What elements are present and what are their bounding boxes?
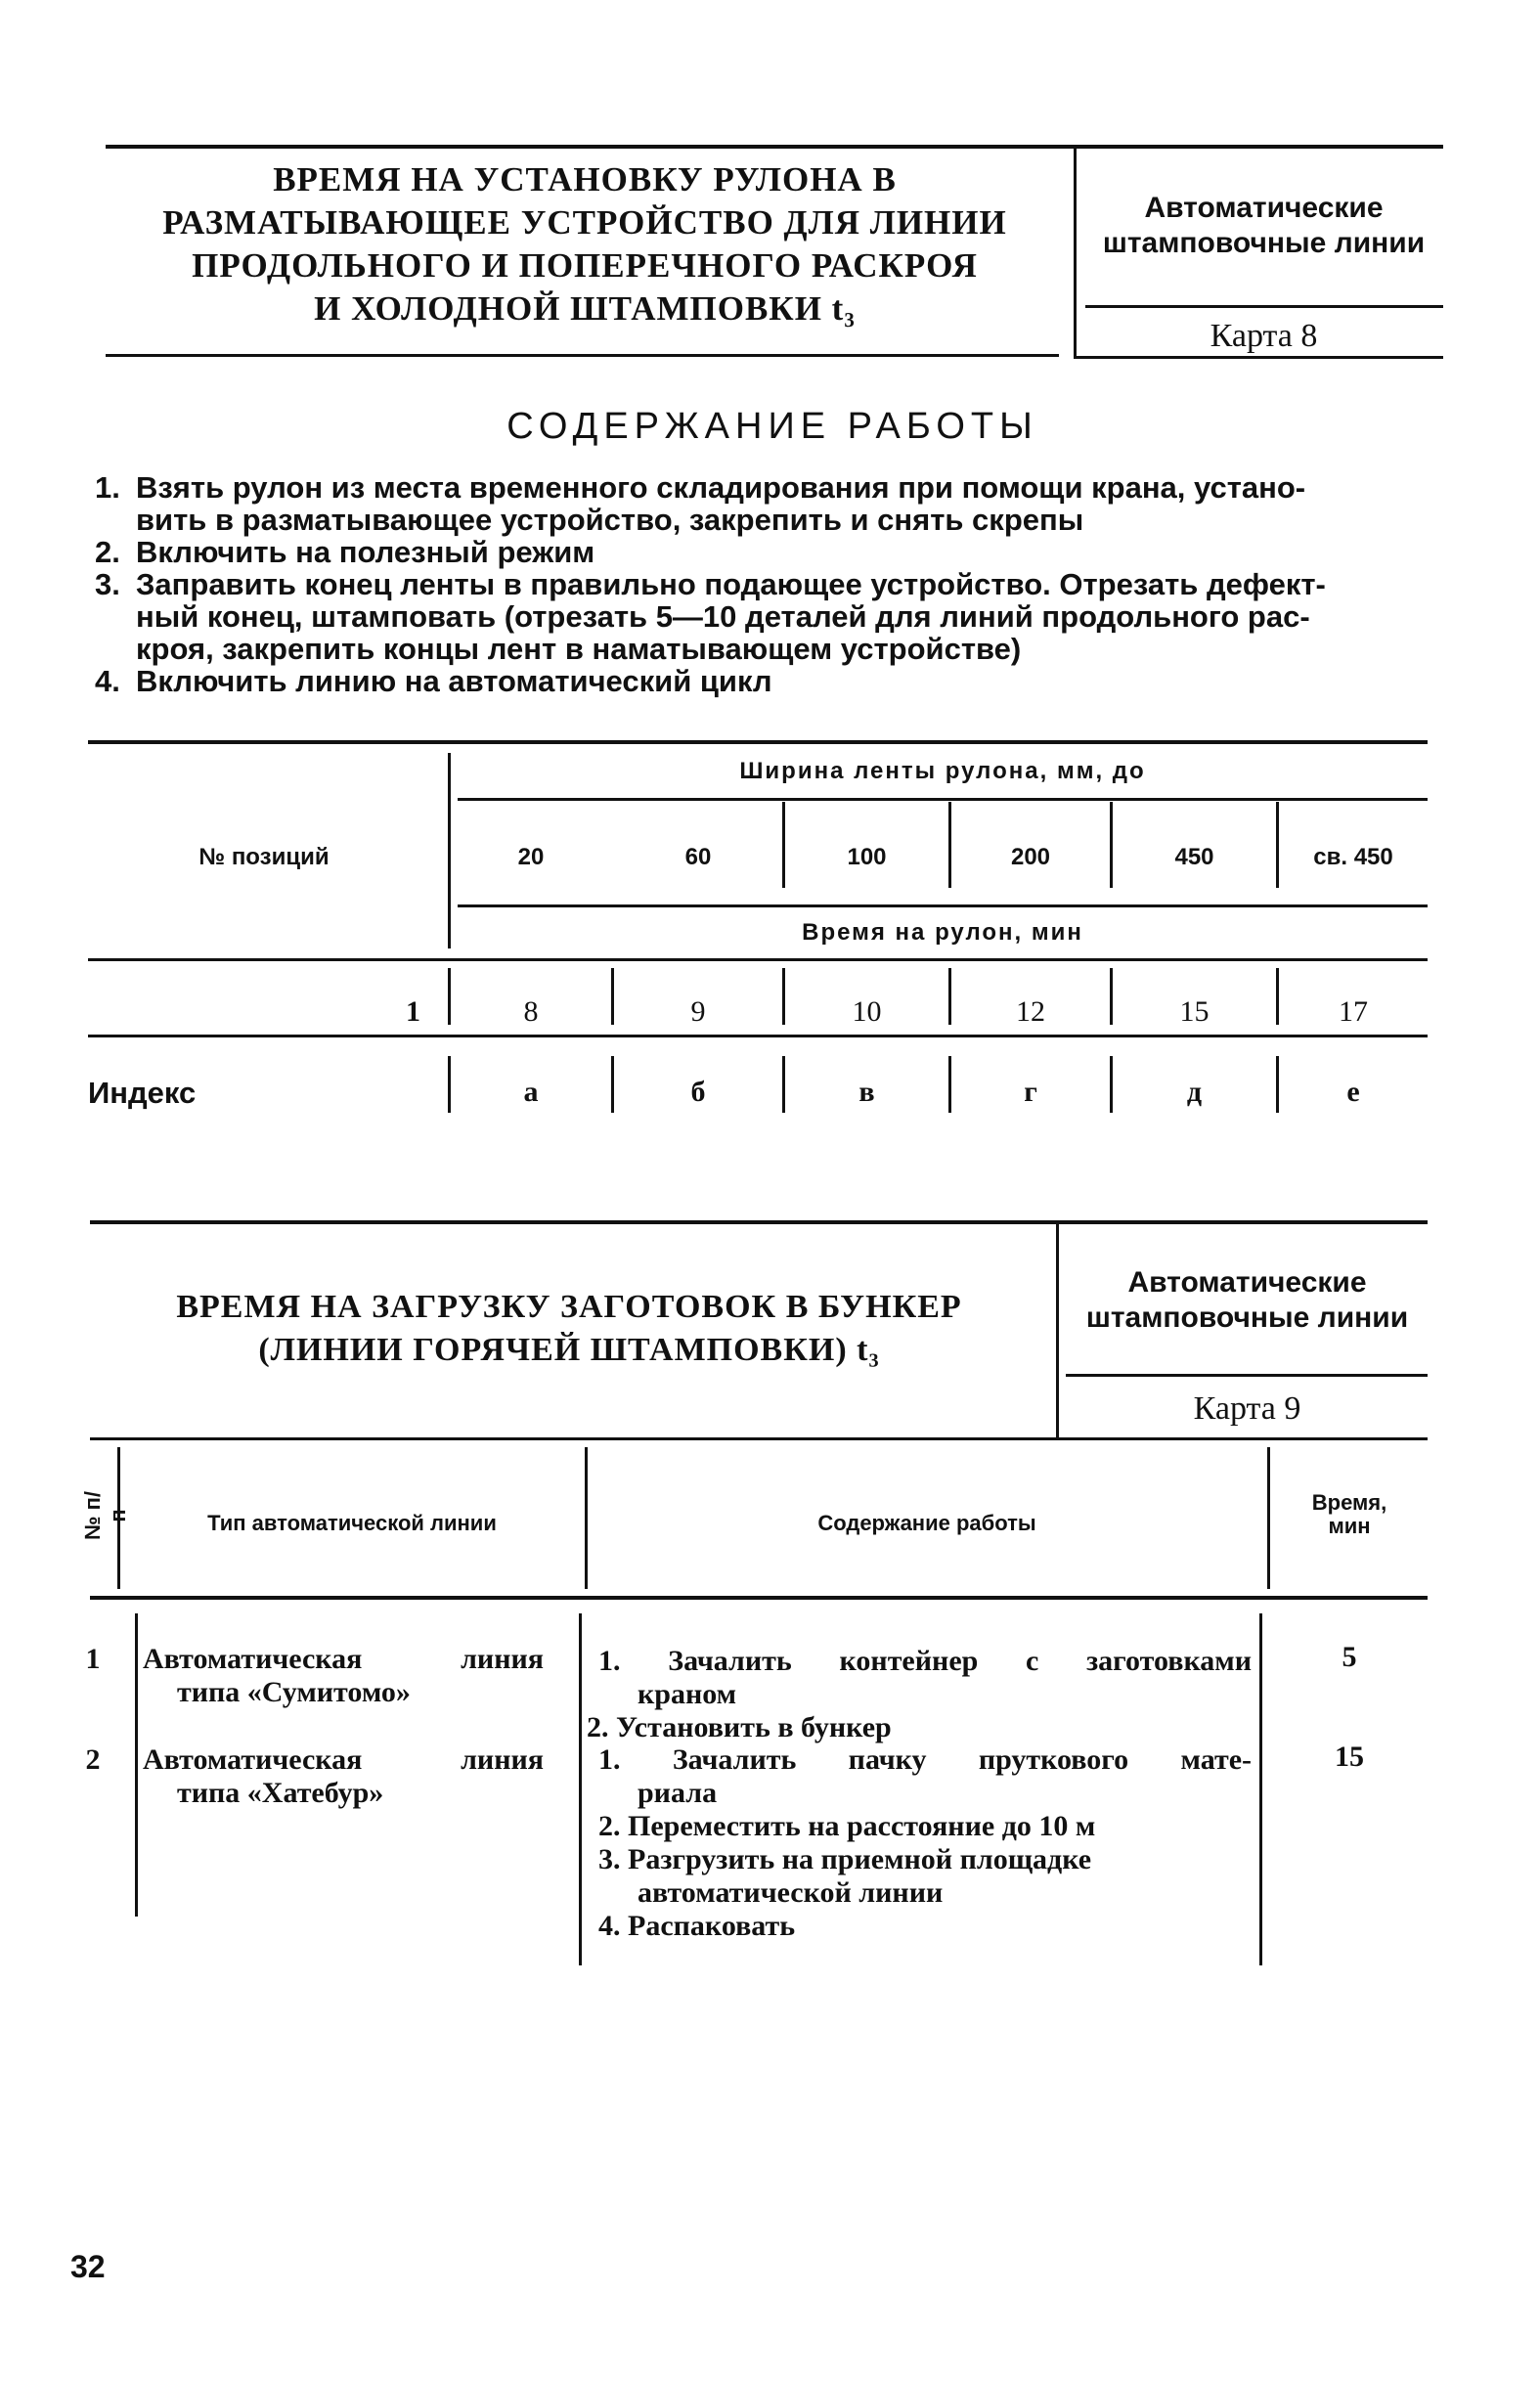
time-value: 9 [690, 995, 706, 1028]
row-type [143, 1643, 544, 1709]
width-value: 100 [847, 844, 887, 870]
page-number: 32 [70, 2249, 106, 2284]
card9-title-line: ВРЕМЯ НА ЗАГРУЗКУ ЗАГОТОВОК В БУНКЕР [176, 1289, 962, 1325]
work-item-line: Включить на полезный режим [136, 535, 595, 569]
card9-category-line: штамповочные линии [1085, 1301, 1409, 1334]
col-time-header-line: мин [1328, 1514, 1371, 1538]
card9-header-bottom-rule [90, 1437, 1428, 1440]
width-value: св. 450 [1313, 844, 1393, 870]
card8-title-line: И ХОЛОДНОЙ ШТАМПОВКИ t₃ [314, 289, 856, 328]
card8-card-rule [1074, 356, 1443, 359]
card9-category [1064, 1265, 1430, 1336]
table8-top-rule [88, 740, 1428, 744]
index-value: е [1346, 1076, 1360, 1108]
index-value: а [523, 1076, 539, 1108]
width-header: Ширина ленты рулона, мм, до [739, 758, 1146, 784]
work-item-line: Взять рулон из места временного складирования при помощи крана, устано- [136, 470, 1306, 505]
work-item-number: 2. [95, 535, 120, 569]
col-content-header: Содержание работы [817, 1511, 1036, 1535]
row-content-line: 1. Зачалить пачку пруткового мате- [598, 1743, 1252, 1776]
col-type-header: Тип автоматической линии [207, 1511, 497, 1535]
col-time-header-line: Время, [1311, 1490, 1387, 1515]
table8-header-bottom-rule [88, 958, 1428, 961]
work-item-line: Заправить конец ленты в правильно подающее устройство. Отрезать дефект- [136, 567, 1326, 601]
card9-title [90, 1286, 1048, 1372]
card9-header-divider [1056, 1224, 1059, 1439]
time-value: 15 [1179, 995, 1210, 1028]
row-type-line: типа «Хатебур» [177, 1777, 384, 1809]
work-item-number: 1. [95, 470, 120, 505]
row-type-line: Автоматическая линия [143, 1743, 544, 1776]
row-content-line: автоматической линии [638, 1876, 944, 1909]
work-item-number: 4. [95, 664, 120, 698]
row-content-line: краном [638, 1678, 737, 1710]
card8-category [1080, 191, 1447, 261]
table8-time-rule [458, 904, 1428, 907]
work-item [95, 665, 1444, 697]
row-content [587, 1645, 1252, 1744]
work-item-line: вить в разматывающее устройство, закрепить и снять скрепы [136, 503, 1084, 537]
work-item [95, 471, 1444, 536]
index-value: д [1186, 1076, 1203, 1108]
card8-title-bottom-rule [106, 354, 1059, 357]
table9-col-sep [1267, 1447, 1270, 1589]
row-content-line: 2. Установить в бункер [587, 1711, 892, 1743]
row-content-line: 4. Распаковать [598, 1910, 796, 1942]
row-content-line: 3. Разгрузить на приемной площадке [598, 1843, 1092, 1875]
position-header: № позиций [198, 844, 330, 870]
time-header: Время на рулон, мин [802, 919, 1083, 946]
row-content-line: риала [638, 1777, 718, 1809]
col-time-header [1271, 1491, 1428, 1538]
index-label: Индекс [88, 1076, 197, 1110]
card8-category-line: Автоматические [1144, 192, 1384, 224]
row-type-line: типа «Сумитомо» [177, 1676, 411, 1708]
work-item [95, 536, 1444, 568]
row-content-line: 1. Зачалить контейнер с заготовками [598, 1645, 1252, 1677]
row-content-line: 2. Переместить на расстояние до 10 м [598, 1810, 1096, 1842]
row-number: 1 [85, 1643, 101, 1675]
card8-category-line: штамповочные линии [1102, 227, 1426, 259]
row-content [587, 1743, 1252, 1943]
card8-title-line: РАЗМАТЫВАЮЩЕЕ УСТРОЙСТВО ДЛЯ ЛИНИИ [162, 203, 1007, 242]
work-item-line: Включить линию на автоматический цикл [136, 664, 772, 698]
time-value: 10 [852, 995, 882, 1028]
work-item-text [136, 471, 1444, 536]
card9-top-rule [90, 1220, 1428, 1224]
card8-title-line: ПРОДОЛЬНОГО И ПОПЕРЕЧНОГО РАСКРОЯ [192, 246, 978, 285]
time-value: 8 [523, 995, 539, 1028]
row-position: 1 [406, 995, 420, 1028]
table8-width-rule [458, 798, 1428, 801]
col-num-header: № п/п [80, 1490, 130, 1541]
row-type-line: Автоматическая линия [143, 1643, 544, 1675]
width-value: 60 [684, 844, 712, 870]
index-value: г [1024, 1076, 1037, 1108]
width-value: 200 [1010, 844, 1051, 870]
work-item-text [136, 665, 1444, 697]
work-item-number: 3. [95, 567, 120, 601]
width-value: 450 [1174, 844, 1214, 870]
work-item-line: кроя, закрепить концы лент в наматывающем устройстве) [136, 632, 1022, 666]
work-item-line: ный конец, штамповать (отрезать 5—10 деталей для линий продольного рас- [136, 599, 1310, 634]
time-value: 12 [1016, 995, 1045, 1028]
table9-body-sep [135, 1613, 138, 1917]
work-item-text [136, 568, 1444, 665]
table8-row-rule [88, 1035, 1428, 1037]
card8-top-rule [106, 145, 1443, 149]
card8-work-heading: СОДЕРЖАНИЕ РАБОТЫ [506, 406, 1038, 447]
card8-header-divider [1074, 149, 1077, 356]
table9-header-bottom-rule [90, 1596, 1428, 1600]
row-type [143, 1743, 544, 1810]
work-item [95, 568, 1444, 665]
row-number: 2 [85, 1743, 101, 1776]
card9-category-line: Автоматические [1127, 1266, 1367, 1299]
work-item-text [136, 536, 1444, 568]
card8-category-rule [1085, 305, 1443, 308]
time-value: 17 [1339, 995, 1368, 1028]
card8-title [106, 158, 1064, 331]
table9-body-sep [1259, 1613, 1262, 1965]
card9-title-line: (ЛИНИИ ГОРЯЧЕЙ ШТАМПОВКИ) t₃ [258, 1332, 880, 1368]
width-value: 20 [517, 844, 545, 870]
card9-card-label: Карта 9 [1193, 1390, 1301, 1427]
index-value: в [858, 1076, 875, 1108]
table9-body-sep [579, 1613, 582, 1965]
card9-category-rule [1066, 1374, 1428, 1377]
row-time: 5 [1342, 1641, 1357, 1673]
card8-card-label: Карта 8 [1210, 318, 1318, 354]
table9-col-sep [585, 1447, 588, 1589]
card8-title-line: ВРЕМЯ НА УСТАНОВКУ РУЛОНА В [273, 160, 897, 198]
index-value: б [690, 1076, 706, 1108]
card8-work-list [95, 471, 1444, 726]
row-time: 15 [1335, 1741, 1364, 1773]
